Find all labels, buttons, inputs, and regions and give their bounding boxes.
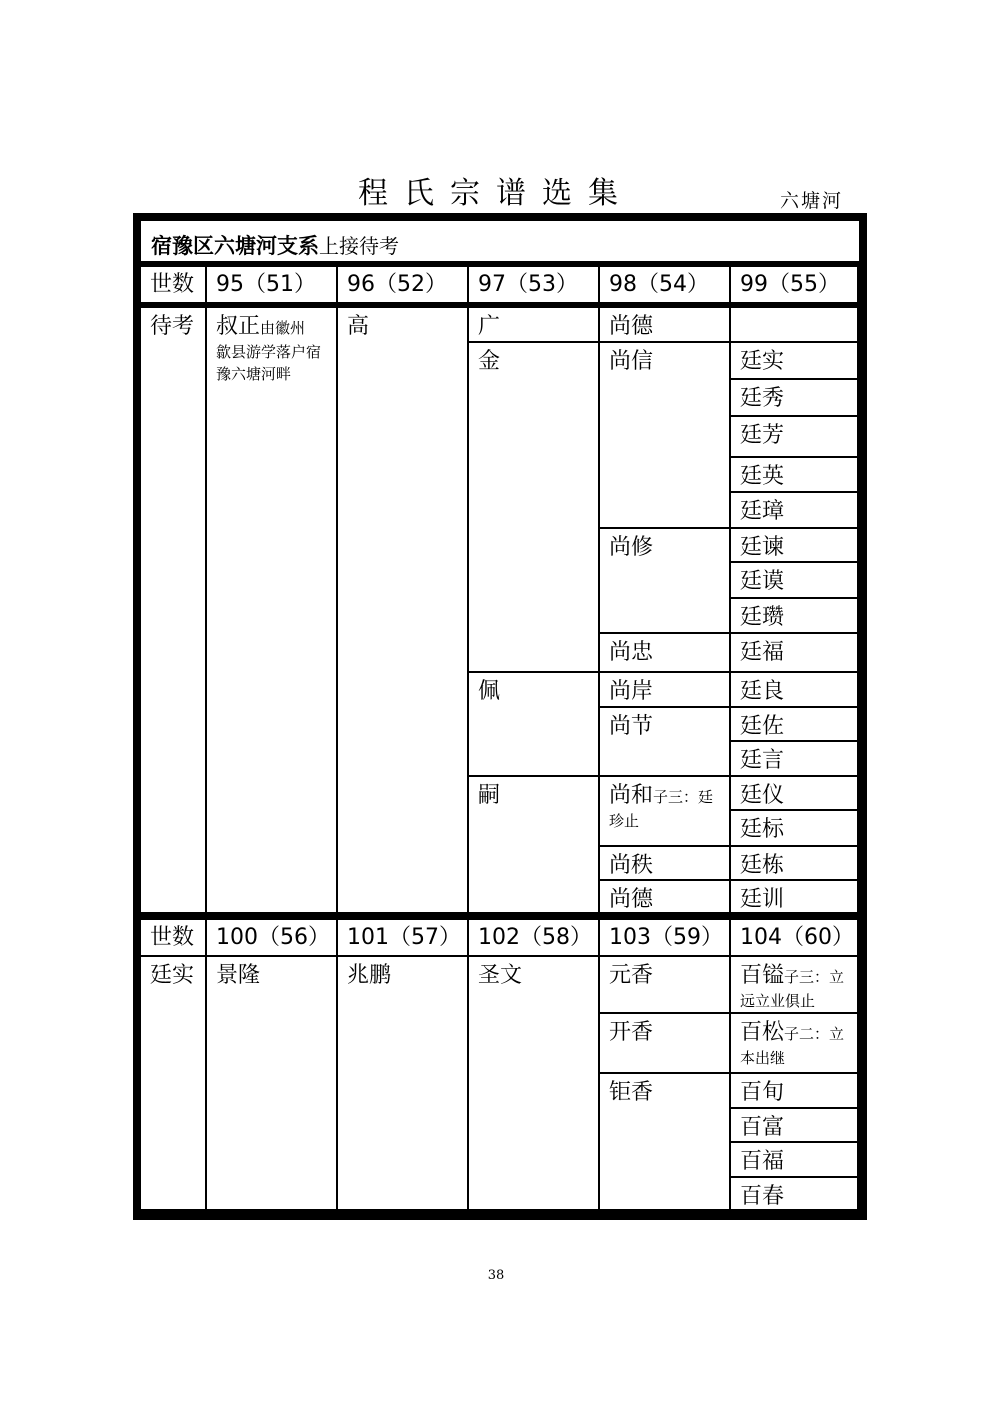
person-baisong: 百松	[740, 1020, 785, 1045]
person-tingshi: 廷实	[731, 343, 857, 378]
gen-header-97: 97（53）	[469, 267, 598, 302]
person-juxiang: 钜香	[600, 1074, 729, 1209]
shanghe-note-a: 子三：廷	[653, 788, 714, 806]
root-ancestor-1: 待考	[141, 308, 205, 912]
person-tingmo: 廷谟	[731, 563, 857, 597]
person-tingfang: 廷芳	[731, 417, 857, 456]
person-tingliang: 廷良	[731, 673, 857, 706]
person-shanghe: 尚和	[609, 783, 654, 808]
baisong-note-b: 本出继	[740, 1049, 786, 1067]
gen-label-1: 世数	[141, 267, 205, 302]
branch-suffix: 上接待考	[319, 234, 399, 258]
person-tingxiu: 廷秀	[731, 380, 857, 415]
gen-header-99: 99（55）	[731, 267, 857, 302]
gen-header-102: 102（58）	[469, 920, 598, 955]
person-guang: 广	[469, 308, 598, 341]
person-baixun: 百旬	[731, 1074, 857, 1107]
person-yuanxiang: 元香	[600, 957, 729, 1012]
person-shangxiu: 尚修	[600, 529, 729, 632]
person-gao: 高	[338, 308, 467, 912]
person-shanghe-cell	[600, 777, 729, 845]
person-tingzan: 廷瓒	[731, 599, 857, 632]
person-shangzhi: 尚秩	[600, 847, 729, 879]
person-baisong-cell	[731, 1014, 857, 1072]
genealogy-table	[133, 213, 867, 1220]
person-baiyi-cell	[731, 957, 857, 1012]
document-title: 程氏宗谱选集	[358, 176, 634, 211]
person-tingxun: 廷训	[731, 881, 857, 912]
person-si: 嗣	[469, 777, 598, 912]
gen-header-101: 101（57）	[338, 920, 467, 955]
gen-header-98: 98（54）	[600, 267, 729, 302]
person-tingzhang: 廷璋	[731, 493, 857, 527]
migration-note-b: 歙县游学落户宿豫六塘河畔	[216, 343, 322, 383]
page-number: 38	[487, 1268, 505, 1283]
gen-header-104: 104（60）	[731, 920, 857, 955]
gen-header-96: 96（52）	[338, 267, 467, 302]
person-jinglong: 景隆	[207, 957, 336, 1209]
person-pei: 佩	[469, 673, 598, 775]
baiyi-note-a: 子三：立	[784, 968, 845, 986]
gen-label-2: 世数	[141, 920, 205, 955]
person-shangde-1: 尚德	[600, 308, 729, 341]
root-ancestor-2: 廷实	[141, 957, 205, 1209]
person-tingbiao: 廷标	[731, 811, 857, 845]
person-zhaopeng: 兆鹏	[338, 957, 467, 1209]
person-shengwen: 圣文	[469, 957, 598, 1209]
person-tingying: 廷英	[731, 458, 857, 491]
person-baiyi: 百镒	[740, 963, 785, 988]
person-kaixiang: 开香	[600, 1014, 729, 1072]
gen-header-95: 95（51）	[207, 267, 336, 302]
person-shangde-2: 尚德	[600, 881, 729, 912]
gen99-empty-cell	[731, 308, 857, 341]
person-shangzhong: 尚忠	[600, 634, 729, 671]
baisong-note-a: 子二：立	[784, 1025, 845, 1043]
branch-name: 宿豫区六塘河支系	[151, 234, 319, 258]
gen95-cell	[207, 308, 336, 912]
person-jin: 金	[469, 343, 598, 671]
person-tingyan: 廷言	[731, 742, 857, 775]
branch-title-row	[141, 221, 859, 261]
person-baichun: 百春	[731, 1178, 857, 1209]
baiyi-note-b: 远立业俱止	[740, 992, 816, 1010]
person-tingdong: 廷栋	[731, 847, 857, 879]
gen-header-103: 103（59）	[600, 920, 729, 955]
shanghe-note-b: 珍止	[609, 812, 640, 830]
gen-header-100: 100（56）	[207, 920, 336, 955]
person-tingjian: 廷谏	[731, 529, 857, 561]
place-label: 六塘河	[780, 190, 844, 212]
person-tingfu: 廷福	[731, 634, 857, 671]
person-tingyi: 廷仪	[731, 777, 857, 809]
person-baifu: 百福	[731, 1143, 857, 1176]
person-shangjie: 尚节	[600, 708, 729, 775]
person-baifu-rich: 百富	[731, 1109, 857, 1141]
person-shangan: 尚岸	[600, 673, 729, 706]
person-shangxin: 尚信	[600, 343, 729, 527]
person-shuzheng: 叔正	[216, 314, 261, 339]
migration-note-a: 由徽州	[260, 319, 306, 337]
person-tingzuo: 廷佐	[731, 708, 857, 740]
